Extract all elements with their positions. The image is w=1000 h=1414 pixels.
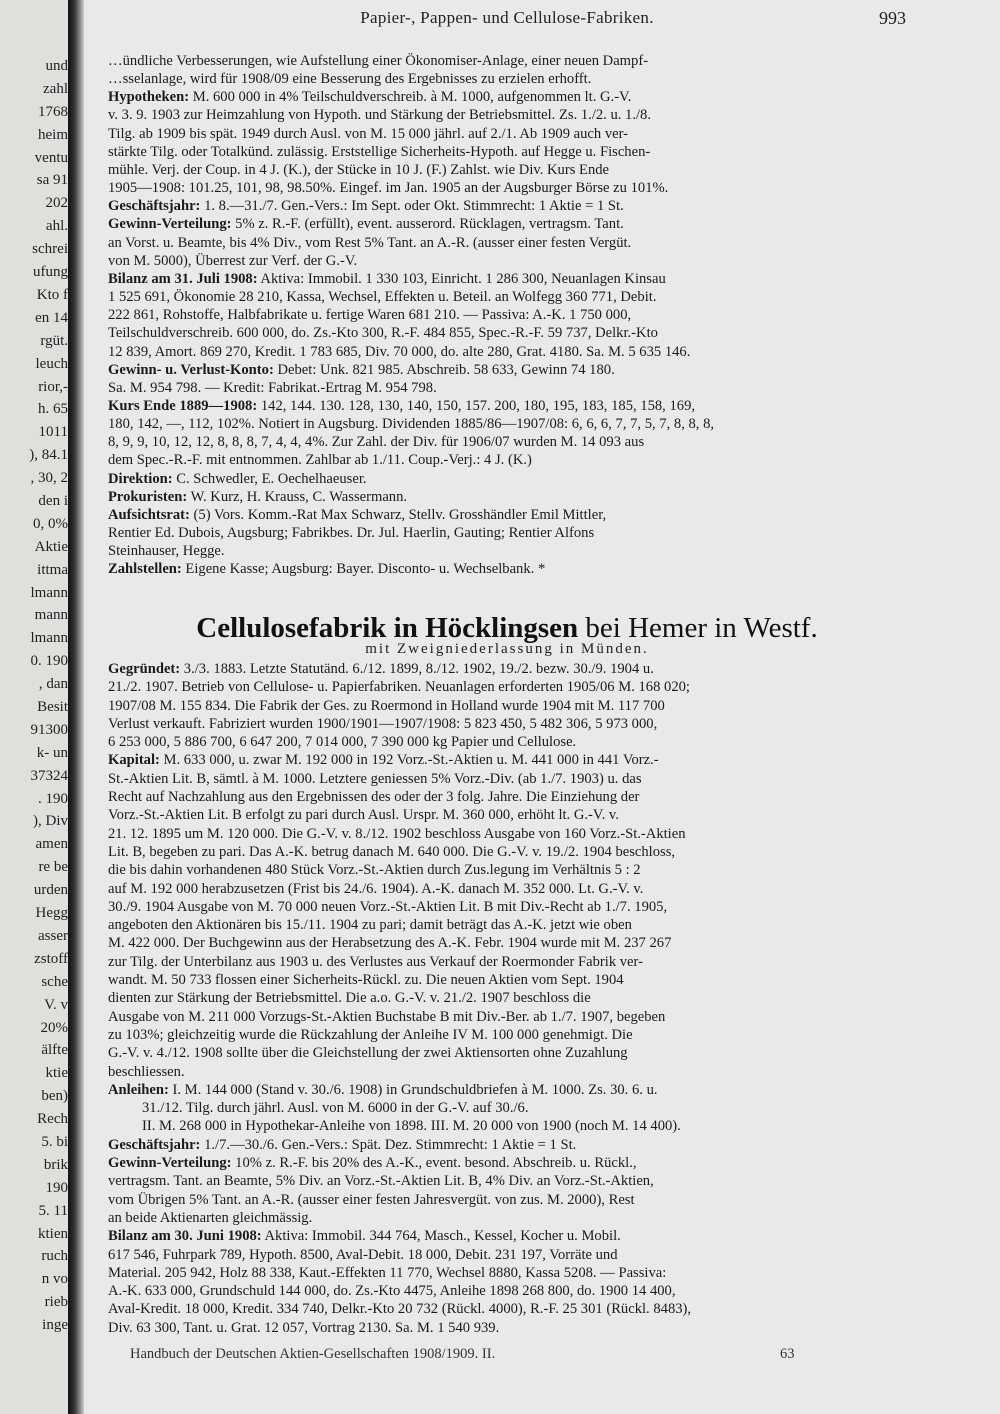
- adjacent-page-fragment: und: [45, 58, 68, 74]
- text-line: wandt. M. 50 733 flossen einer Sicherheits-Rückl. zu. Die neuen Aktien vom Sept. 1904: [108, 972, 624, 989]
- adjacent-page-fragment: 37324: [30, 767, 68, 784]
- company-subheading: mit Zweigniederlassung in Münden.: [365, 641, 649, 657]
- company-heading-light: bei Hemer in Westf.: [585, 612, 818, 644]
- text-line: Bilanz am 30. Juni 1908: Aktiva: Immobil. 344 764, Masch., Kessel, Kocher u. Mobil.: [108, 1228, 621, 1245]
- adjacent-page-fragment: Aktie: [34, 538, 68, 555]
- text-line: Sa. M. 954 798. — Kredit: Fabrikat.-Ertrag M. 954 798.: [108, 379, 437, 396]
- text-line: Direktion: C. Schwedler, E. Oechelhaeuser.: [108, 470, 367, 487]
- text-line: Gewinn-Verteilung: 10% z. R.-F. bis 20% des A.-K., event. besond. Abschreib. u. Rückl.,: [108, 1155, 637, 1172]
- text-line: Tilg. ab 1909 bis spät. 1949 durch Ausl. von M. 15 000 jährl. auf 2./1. Ab 1909 auch ver-: [108, 125, 629, 142]
- adjacent-page-fragment: 5. 11: [38, 1202, 68, 1219]
- adjacent-page-fragment: 202: [45, 195, 68, 212]
- book-gutter: [68, 0, 84, 1414]
- adjacent-page-fragment: V. v: [44, 996, 68, 1013]
- text-line: Div. 63 300, Tant. u. Grat. 12 057, Vortrag 2130. Sa. M. 1 540 939.: [108, 1319, 500, 1336]
- text-line: stärkte Tilg. oder Totalkünd. zulässig. Erststellige Sicherheits-Hypoth. auf Hegge u. Fischen-: [108, 143, 651, 160]
- text-line: v. 3. 9. 1903 zur Heimzahlung von Hypoth. und Stärkung der Betriebsmittel. Zs. 1./2. u. 1./8.: [108, 107, 652, 124]
- text-line: Kurs Ende 1889—1908: 142, 144. 130. 128, 130, 140, 150, 157. 200, 180, 195, 183, 185, 158, 169,: [108, 397, 696, 414]
- text-line: Rentier Ed. Dubois, Augsburg; Fabrikbes. Dr. Jul. Haerlin, Gauting; Rentier Alfons: [108, 525, 595, 542]
- signature-mark: 63: [780, 1346, 795, 1362]
- text-line: …sselanlage, wird für 1908/09 eine Besserung des Ergebnisses zu erzielen erhofft.: [108, 71, 592, 88]
- adjacent-page-fragment: 1768: [38, 103, 68, 120]
- text-line: 1907/08 M. 155 834. Die Fabrik der Ges. zu Roermond in Holland wurde 1904 mit M. 117 700: [108, 697, 665, 714]
- text-line: Lit. B, begeben zu pari. Das A.-K. betrug danach M. 640 000. Die G.-V. v. 19./2. 1904 beschloss,: [108, 843, 676, 860]
- adjacent-page-fragment: n vo: [41, 1271, 68, 1288]
- adjacent-page-fragment: Kto f: [36, 286, 68, 303]
- text-line: Anleihen: I. M. 144 000 (Stand v. 30./6. 1908) in Grundschuldbriefen à M. 1000. Zs. 30. 6. u.: [108, 1081, 658, 1098]
- text-line: von M. 5000), Überrest zur Verf. der G.-V.: [108, 252, 358, 269]
- adjacent-page-fragment: ktie: [45, 1065, 68, 1082]
- adjacent-page-fragment: mann: [34, 607, 68, 624]
- text-line: vom Übrigen 5% Tant. an A.-R. (ausser einer festen Jahresvergüt. von zus. M. 2000), Rest: [108, 1191, 635, 1208]
- adjacent-page-fragment: 5. bi: [41, 1133, 68, 1150]
- text-line: dem Spec.-R.-F. mit entnommen. Zahlbar ab 1./11. Coup.-Verj.: 4 J. (K.): [108, 452, 532, 469]
- adjacent-page-fragment: asser: [38, 927, 68, 944]
- adjacent-page-fragment: 0, 0%: [33, 515, 68, 532]
- adjacent-page-fragment: zstoff: [34, 950, 68, 967]
- adjacent-page-fragment: Hegg: [35, 905, 68, 922]
- text-line: Hypotheken: M. 600 000 in 4% Teilschuldverschreib. à M. 1000, aufgenommen lt. G.-V.: [108, 89, 632, 106]
- adjacent-page-fragment: ufung: [33, 264, 68, 281]
- adjacent-page-fragment: lmann: [30, 630, 68, 647]
- adjacent-page-fragment: 91300: [30, 721, 68, 738]
- adjacent-page-fragment: ktien: [38, 1225, 68, 1242]
- text-line: 12 839, Amort. 869 270, Kredit. 1 783 685, Div. 70 000, do. alte 280, Grat. 4180. Sa. M. 5 635 146.: [108, 343, 691, 360]
- adjacent-page-fragment: brik: [43, 1156, 68, 1173]
- adjacent-page-fragment: urden: [33, 882, 68, 899]
- adjacent-page-fragment: h. 65: [38, 401, 68, 418]
- adjacent-page-fragment: rgüt.: [40, 332, 68, 349]
- adjacent-page-fragment: 190: [45, 1179, 68, 1196]
- text-line: Gegründet: 3./3. 1883. Letzte Statutänd. 6./12. 1899, 8./12. 1902, 19./2. bezw. 30./9. 1904 u.: [108, 661, 654, 677]
- text-line: 180, 142, —, 112, 102%. Notiert in Augsburg. Dividenden 1885/86—1907/08: 6, 6, 6, 7, 7, 5, 7, 8, 8, 8,: [108, 416, 715, 433]
- adjacent-page-fragment: rieb: [44, 1294, 68, 1311]
- text-line: beschliessen.: [108, 1063, 185, 1080]
- text-line: Teilschuldverschreib. 600 000, do. Zs.-Kto 300, R.-F. 484 855, Spec.-R.-F. 59 737, Delkr.-Kto: [108, 325, 658, 342]
- text-line: an Vorst. u. Beamte, bis 4% Div., vom Rest 5% Tant. an A.-R. (ausser einer festen Vergüt.: [108, 234, 632, 251]
- adjacent-page-fragment: den i: [38, 492, 68, 509]
- text-line: 21. 12. 1895 um M. 120 000. Die G.-V. v. 8./12. 1902 beschloss Ausgabe von 160 Vorz.-St.-Aktien: [108, 825, 686, 842]
- text-line: Zahlstellen: Eigene Kasse; Augsburg: Bayer. Disconto- u. Wechselbank. *: [108, 561, 546, 578]
- text-line: Material. 205 942, Holz 88 338, Kaut.-Effekten 11 770, Wechsel 8880, Kassa 5208. — Passiva:: [108, 1264, 667, 1281]
- text-line: zu 103%; gleichzeitig wurde die Rückzahlung der Anleihe IV M. 100 000 genehmigt. Die: [108, 1026, 633, 1043]
- adjacent-page-fragment: älfte: [41, 1042, 68, 1059]
- header-title: Papier-, Pappen- und Cellulose-Fabriken.: [360, 8, 654, 27]
- text-line: 6 253 000, 5 886 700, 6 647 200, 7 014 000, 7 390 000 kg Papier und Cellulose.: [108, 734, 577, 751]
- text-line: 617 546, Fuhrpark 789, Hypoth. 8500, Aval-Debit. 18 000, Debit. 231 197, Vorräte und: [108, 1246, 618, 1263]
- text-line: II. M. 268 000 in Hypothekar-Anleihe von 1898. III. M. 20 000 von 1900 (noch M. 14 400).: [142, 1118, 681, 1135]
- adjacent-page-fragment: zahl: [43, 80, 68, 97]
- text-line: an beide Aktienarten gleichmässig.: [108, 1209, 313, 1226]
- adjacent-page-fragment: sche: [41, 973, 68, 990]
- adjacent-page-fragment: ruch: [41, 1248, 68, 1265]
- adjacent-page-fragment: Besit: [37, 699, 68, 715]
- text-line: Prokuristen: W. Kurz, H. Krauss, C. Wassermann.: [108, 488, 408, 505]
- adjacent-page-fragment: inge: [42, 1317, 68, 1334]
- text-line: Gewinn-Verteilung: 5% z. R.-F. (erfüllt), event. ausserord. Rücklagen, vertragsm. Tant.: [108, 216, 624, 233]
- text-line: 8, 9, 9, 10, 12, 12, 8, 8, 8, 7, 4, 4, 4%. Zur Zahl. der Div. für 1906/07 wurden M. 14 093 aus: [108, 434, 645, 451]
- adjacent-page-fragment: ittma: [37, 561, 68, 578]
- text-line: …ündliche Verbesserungen, wie Aufstellung einer Ökonomiser-Anlage, einer neuen Dampf-: [108, 53, 649, 69]
- page-footer: [130, 1346, 810, 1363]
- adjacent-page-fragment: k- un: [36, 744, 68, 761]
- text-line: G.-V. v. 4./12. 1908 sollte über die Gleichstellung der zwei Aktiensorten ohne Zuzahlung: [108, 1045, 628, 1062]
- adjacent-page-fragment: rior,-: [38, 378, 68, 395]
- adjacent-page-fragment: , 30, 2: [30, 470, 68, 487]
- text-line: St.-Aktien Lit. B, sämtl. à M. 1000. Letztere geniessen 5% Vorz.-Div. (ab 1./7. 1903) u. das: [108, 770, 642, 787]
- adjacent-page-fragment: , dan: [38, 676, 68, 693]
- text-line: Geschäftsjahr: 1./7.—30./6. Gen.-Vers.: Spät. Dez. Stimmrecht: 1 Aktie = 1 St.: [108, 1136, 577, 1153]
- text-line: Kapital: M. 633 000, u. zwar M. 192 000 in 192 Vorz.-St.-Aktien u. M. 441 000 in 441 Vorz.-: [108, 752, 659, 769]
- text-line: Vorz.-St.-Aktien Lit. B erfolgt zu pari durch Ausl. Urspr. M. 360 000, erhöht lt. G.-V. v.: [108, 807, 619, 824]
- text-line: angeboten den Aktionären bis 15./11. 1904 zu pari; damit beträgt das A.-K. jetzt wie oben: [108, 917, 632, 934]
- text-line: Aufsichtsrat: (5) Vors. Komm.-Rat Max Schwarz, Stellv. Grosshändler Emil Mittler,: [108, 506, 607, 523]
- text-line: auf M. 192 000 herabzusetzen (Frist bis 24./6. 1904). A.-K. danach M. 352 000. Lt. G.-V. v.: [108, 880, 644, 897]
- text-line: 1905—1908: 101.25, 101, 98, 98.50%. Eingef. im Jan. 1905 an der Augsburger Börse zu 101%.: [108, 180, 669, 197]
- adjacent-page-fragment: ), 84.1: [29, 447, 68, 464]
- text-line: zur Tilg. der Unterbilanz aus 1903 u. des Verlustes aus Verkauf der Roermonder Fabrik ver-: [108, 953, 643, 970]
- adjacent-page-fragment: amen: [35, 836, 68, 853]
- text-line: 1 525 691, Ökonomie 28 210, Kassa, Wechsel, Effekten u. Beteil. an Wolfegg 360 771, Debit.: [108, 289, 657, 306]
- text-line: Geschäftsjahr: 1. 8.—31./7. Gen.-Vers.: Im Sept. oder Okt. Stimmrecht: 1 Aktie = 1 St.: [108, 198, 624, 215]
- text-line: A.-K. 633 000, Grundschuld 144 000, do. Zs.-Kto 4475, Anleihe 1898 268 800, do. 1900 14 400,: [108, 1283, 676, 1300]
- adjacent-page-fragment: ahl.: [45, 218, 68, 235]
- text-line: Steinhauser, Hegge.: [108, 543, 225, 560]
- adjacent-page-fragment: 1011: [38, 424, 68, 441]
- section-previous-company: [108, 52, 906, 579]
- text-line: 222 861, Rohstoffe, Halbfabrikate u. fertige Waren 681 210. — Passiva: A.-K. 1 750 000,: [108, 307, 632, 324]
- text-line: Aval-Kredit. 18 000, Kredit. 334 740, Delkr.-Kto 20 732 (Rückl. 4000), R.-F. 25 301 (Rückl. 8483),: [108, 1301, 692, 1318]
- adjacent-page-fragment: en 14: [35, 309, 68, 326]
- adjacent-page-strip: [0, 0, 70, 1414]
- text-line: Bilanz am 31. Juli 1908: Aktiva: Immobil. 1 330 103, Einricht. 1 286 300, Neuanlagen Kinsau: [108, 270, 666, 287]
- text-line: mühle. Verj. der Coup. in 4 J. (K.), der Stücke in 10 J. (F.) Zahlst. wie Div. Kurs Ende: [108, 161, 610, 178]
- adjacent-page-fragment: . 190: [38, 790, 68, 807]
- page-number: 993: [879, 8, 906, 28]
- text-line: Recht auf Nachzahlung aus den Ergebnissen des oder der 3 folg. Jahre. Die Einziehung der: [108, 789, 640, 806]
- text-line: Ausgabe von M. 211 000 Vorzugs-St.-Aktien Buchstabe B mit Div.-Ber. ab 1./7. 1907, begeben: [108, 1008, 666, 1025]
- section-company-entry: [108, 660, 906, 1337]
- adjacent-page-fragment: 0. 190: [30, 653, 68, 670]
- text-line: 30./9. 1904 Ausgabe von M. 70 000 neuen Vorz.-St.-Aktien Lit. B mit Div.-Recht ab 1./7. 1905,: [108, 898, 668, 915]
- text-line: dienten zur Stärkung der Betriebsmittel. Die a.o. G.-V. v. 21./2. 1907 beschloss die: [108, 990, 591, 1007]
- company-heading-bold: Cellulosefabrik in Höcklingsen: [196, 612, 579, 644]
- adjacent-page-fragment: Rech: [37, 1111, 68, 1128]
- adjacent-page-fragment: ventu: [34, 149, 68, 166]
- adjacent-page-fragment: 20%: [40, 1019, 68, 1036]
- text-line: 31./12. Tilg. durch jährl. Ausl. von M. 6000 in der G.-V. auf 30./6.: [142, 1100, 529, 1117]
- adjacent-page-fragment: schrei: [32, 241, 68, 258]
- text-line: Verlust verkauft. Fabriziert wurden 1900/1901—1907/1908: 5 823 450, 5 482 306, 5 973 000,: [108, 715, 658, 732]
- footer-text: Handbuch der Deutschen Aktien-Gesellschaften 1908/1909. II.: [130, 1346, 496, 1362]
- adjacent-page-fragment: leuch: [35, 355, 68, 372]
- text-line: M. 422 000. Der Buchgewinn aus der Herabsetzung des A.-K. Febr. 1904 wurde mit M. 237 267: [108, 935, 672, 952]
- adjacent-page-fragment: ), Div: [33, 813, 68, 830]
- running-header: [108, 8, 906, 32]
- adjacent-page-fragment: heim: [38, 126, 68, 143]
- text-line: Gewinn- u. Verlust-Konto: Debet: Unk. 821 985. Abschreib. 58 633, Gewinn 74 180.: [108, 361, 615, 378]
- text-line: 21./2. 1907. Betrieb von Cellulose- u. Papierfabriken. Neuanlagen erforderten 1905/06 M. 168 020;: [108, 679, 690, 696]
- adjacent-page-fragment: ben): [41, 1088, 68, 1105]
- text-line: die bis dahin vorhandenen 480 Stück Vorz.-St.-Aktien durch Zus.legung im Verhältnis 5 : 2: [108, 862, 641, 879]
- text-line: vertragsm. Tant. an Beamte, 5% Div. an Vorz.-St.-Aktien Lit. B, 4% Div. an Vorz.-St.-Aktien,: [108, 1173, 654, 1190]
- adjacent-page-fragment: lmann: [30, 584, 68, 601]
- adjacent-page-fragment: re be: [38, 859, 68, 876]
- adjacent-page-fragment: sa 91: [36, 172, 68, 189]
